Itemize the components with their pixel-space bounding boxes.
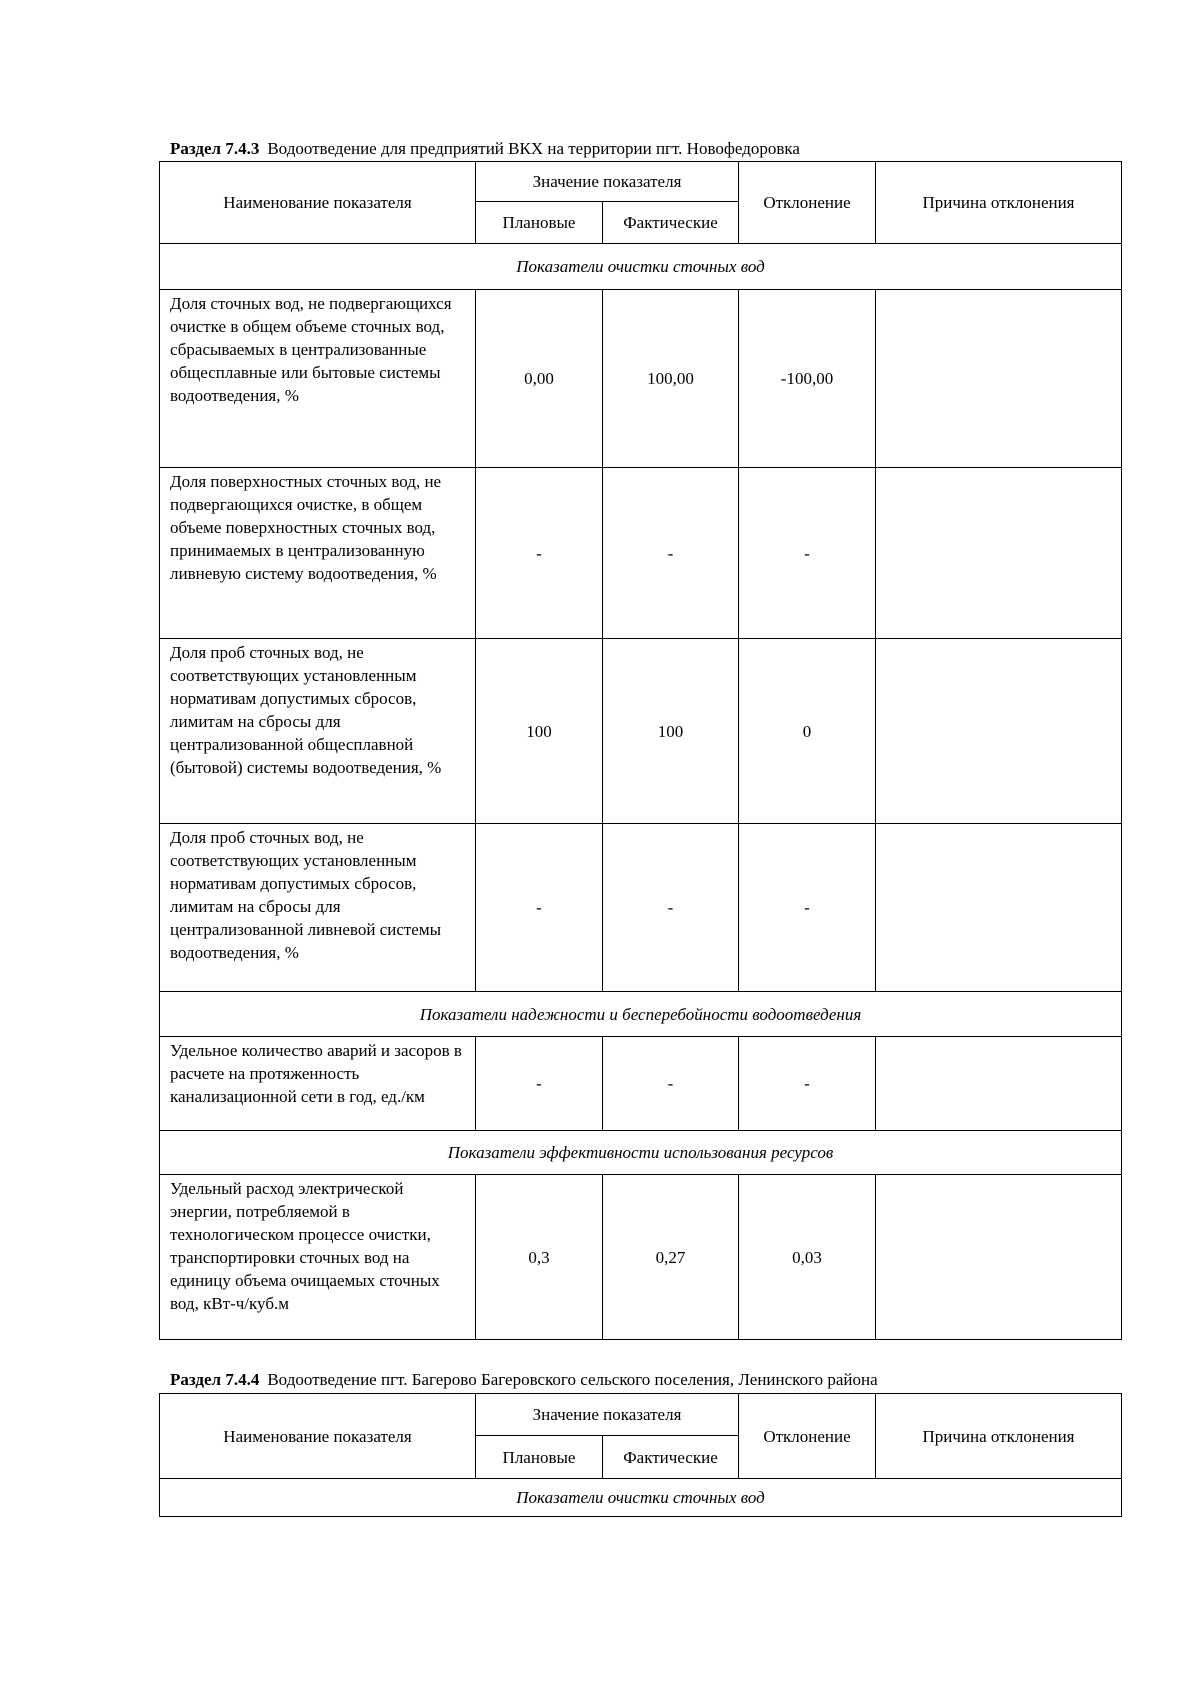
row-name: Удельное количество аварий и засоров в расчете на протяженность канализационной сети в год, ед./км bbox=[160, 1037, 476, 1131]
header-planned: Плановые bbox=[476, 1436, 603, 1479]
table-row bbox=[160, 290, 1122, 468]
row-reason bbox=[876, 824, 1122, 992]
header-deviation: Отклонение bbox=[739, 162, 876, 244]
row-planned: 0,3 bbox=[476, 1175, 603, 1340]
row-planned: - bbox=[476, 1037, 603, 1131]
row-actual: - bbox=[603, 1037, 739, 1131]
row-actual: 0,27 bbox=[603, 1175, 739, 1340]
header-actual: Фактические bbox=[603, 1436, 739, 1479]
row-deviation: - bbox=[739, 1037, 876, 1131]
section-title: Водоотведение пгт. Багерово Багеровского сельского поселения, Ленинского района bbox=[267, 1370, 878, 1389]
group-cleaning: Показатели очистки сточных вод bbox=[160, 1479, 1122, 1517]
header-deviation: Отклонение bbox=[739, 1394, 876, 1479]
row-deviation: 0,03 bbox=[739, 1175, 876, 1340]
row-name: Доля сточных вод, не подвергающихся очистке в общем объеме сточных вод, сбрасываемых в централизованные общесплавные или бытовые системы водоотведения, % bbox=[160, 290, 476, 468]
row-name: Доля проб сточных вод, не соответствующих установленным нормативам допустимых сбросов, лимитам на сбросы для централизованной общесплавной (бытовой) системы водоотведения, % bbox=[160, 639, 476, 824]
group-efficiency: Показатели эффективности использования ресурсов bbox=[160, 1131, 1122, 1175]
row-reason bbox=[876, 639, 1122, 824]
header-name: Наименование показателя bbox=[160, 162, 476, 244]
table-row bbox=[160, 1037, 1122, 1131]
indicators-table-7-4-4 bbox=[159, 1393, 1122, 1517]
group-cleaning: Показатели очистки сточных вод bbox=[160, 244, 1122, 290]
section-title: Водоотведение для предприятий ВКХ на территории пгт. Новофедоровка bbox=[267, 139, 800, 158]
row-deviation: - bbox=[739, 824, 876, 992]
row-actual: 100,00 bbox=[603, 290, 739, 468]
header-planned: Плановые bbox=[476, 202, 603, 244]
row-actual: - bbox=[603, 824, 739, 992]
row-reason bbox=[876, 290, 1122, 468]
row-name: Доля поверхностных сточных вод, не подвергающихся очистке, в общем объеме поверхностных сточных вод, принимаемых в централизованную ливневую систему водоотведения, % bbox=[160, 468, 476, 639]
header-reason: Причина отклонения bbox=[876, 1394, 1122, 1479]
row-deviation: - bbox=[739, 468, 876, 639]
row-reason bbox=[876, 1175, 1122, 1340]
header-value-group: Значение показателя bbox=[476, 162, 739, 202]
group-reliability: Показатели надежности и бесперебойности водоотведения bbox=[160, 992, 1122, 1037]
table-row bbox=[160, 1175, 1122, 1340]
row-deviation: -100,00 bbox=[739, 290, 876, 468]
row-name: Удельный расход электрической энергии, потребляемой в технологическом процессе очистки, транспортировки сточных вод на единицу объема очищаемых сточных вод, кВт-ч/куб.м bbox=[160, 1175, 476, 1340]
row-planned: 0,00 bbox=[476, 290, 603, 468]
row-name: Доля проб сточных вод, не соответствующих установленным нормативам допустимых сбросов, лимитам на сбросы для централизованной ливневой системы водоотведения, % bbox=[160, 824, 476, 992]
row-planned: - bbox=[476, 468, 603, 639]
table-row bbox=[160, 824, 1122, 992]
section-number: Раздел 7.4.4 bbox=[170, 1370, 260, 1389]
row-reason bbox=[876, 1037, 1122, 1131]
table-row bbox=[160, 468, 1122, 639]
header-reason: Причина отклонения bbox=[876, 162, 1122, 244]
section-7-4-4-heading bbox=[170, 1370, 878, 1390]
section-7-4-3-heading bbox=[170, 139, 800, 159]
row-planned: - bbox=[476, 824, 603, 992]
header-value-group: Значение показателя bbox=[476, 1394, 739, 1436]
row-reason bbox=[876, 468, 1122, 639]
header-name: Наименование показателя bbox=[160, 1394, 476, 1479]
indicators-table-7-4-3 bbox=[159, 161, 1122, 1340]
row-actual: - bbox=[603, 468, 739, 639]
row-deviation: 0 bbox=[739, 639, 876, 824]
section-number: Раздел 7.4.3 bbox=[170, 139, 260, 158]
row-actual: 100 bbox=[603, 639, 739, 824]
row-planned: 100 bbox=[476, 639, 603, 824]
table-row bbox=[160, 639, 1122, 824]
header-actual: Фактические bbox=[603, 202, 739, 244]
